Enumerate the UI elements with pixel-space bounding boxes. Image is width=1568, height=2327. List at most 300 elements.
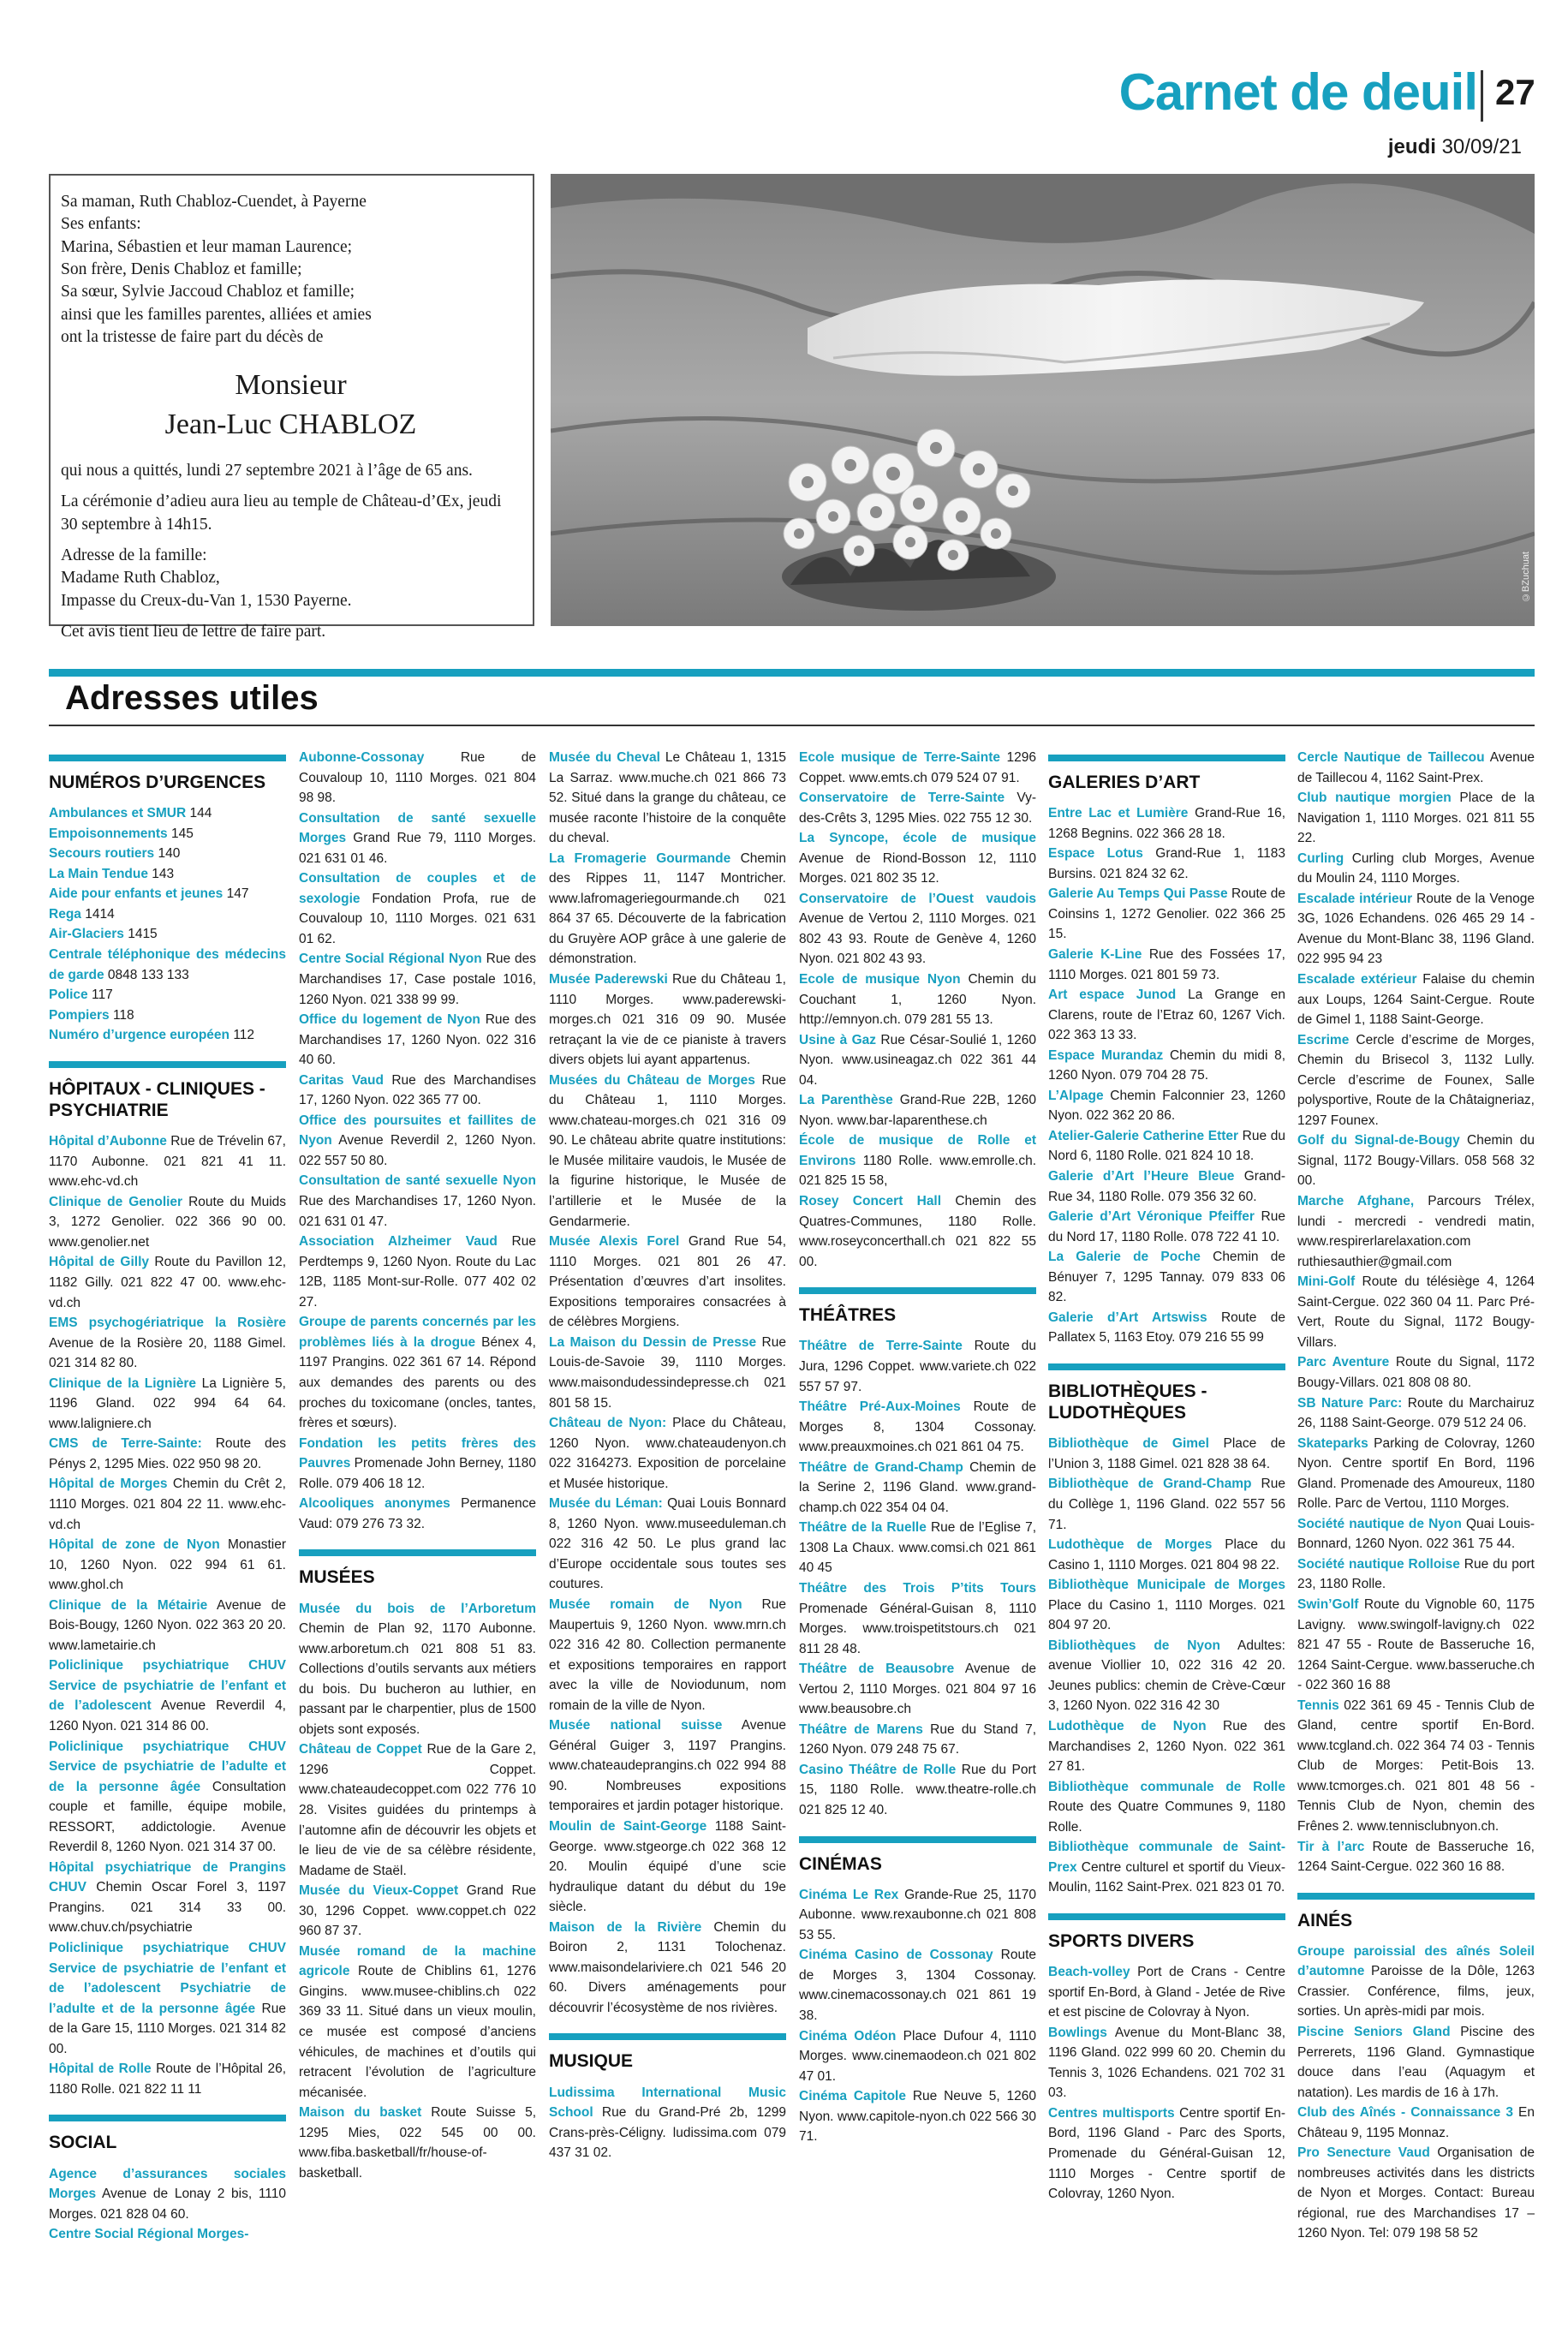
- address-entry: [1297, 1554, 1535, 1595]
- address-entry: [49, 1374, 286, 1435]
- entry-name: La Maison du Dessin de Presse: [549, 1334, 757, 1350]
- entry-details: Route de Morges 3, 1304 Cossonay. www.cinemacossonay.ch 021 861 19 38.: [799, 1948, 1036, 2023]
- address-entry: [1048, 884, 1285, 945]
- entry-name: Musée romand de la machine agricole: [299, 1943, 536, 1979]
- address-entry: [299, 949, 536, 1010]
- entry-details: Rue des Marchandises 17, 1260 Nyon. 021 631 01 47.: [299, 1194, 536, 1229]
- entry-name: Ambulances et SMUR: [49, 806, 187, 821]
- notice-closing: Cet avis tient lieu de lettre de faire part.: [61, 622, 326, 641]
- entry-details: Rue César-Soulié 1, 1260 Nyon. www.usineagaz.ch 022 361 44 04.: [799, 1032, 1036, 1088]
- address-entry: [1048, 1962, 1285, 2023]
- entry-details: Rue de la Gare 15, 1110 Morges. 021 314 82 00.: [49, 2001, 286, 2056]
- entry-name: Théâtre de Beausobre: [799, 1662, 955, 1677]
- address-entry: [49, 1737, 286, 1858]
- entry-details: 1414: [80, 906, 115, 922]
- entry-name: Escrime: [1297, 1032, 1350, 1047]
- entry-details: Fondation Profa, rue de Couvaloup 10, 1110 Morges. 021 631 01 62.: [299, 891, 536, 946]
- entry-name: Maison de la Rivière: [549, 1919, 702, 1935]
- address-entry: [549, 1715, 786, 1817]
- address-entry: [49, 2059, 286, 2099]
- entry-details: Rue de Couvaloup 10, 1110 Morges. 021 804 98 98.: [299, 750, 536, 806]
- entry-details: Avenue de la Rosière 20, 1188 Gimel. 021 314 82 80.: [49, 1335, 286, 1371]
- entry-details: Piscine des Perrerets, 1196 Gland. Gymnastique douce dans l’eau (Aquagym et natation). Les mardis de 16 à 17h.: [1297, 2025, 1535, 2100]
- entry-name: Consultation de santé sexuelle Nyon: [299, 1173, 536, 1189]
- address-entry: [1048, 1575, 1285, 1636]
- entry-details: Rue Louis-de-Savoie 39, 1110 Morges. www.maisondudessindepresse.ch 021 801 58 15.: [549, 1334, 786, 1411]
- entry-name: Bibliothèque communale de Saint-Prex: [1048, 1840, 1285, 1875]
- address-entry: [49, 1474, 286, 1535]
- entry-details: Grand-Rue 16, 1268 Begnins. 022 366 28 18.: [1048, 806, 1285, 841]
- entry-details: Avenue de Vertou 2, 1110 Morges. 021 804 97 16 www.beausobre.ch: [799, 1662, 1036, 1717]
- entry-name: Centre Social Régional Morges-: [49, 2227, 249, 2242]
- entry-details: Consultation couple et famille, équipe mobile, RESSORT, addictologie. Avenue Reverdil 8, 1260 Nyon. 021 314 37 00.: [49, 1779, 286, 1855]
- entry-name: Club des Aînés - Connaissance 3: [1297, 2105, 1513, 2121]
- entry-details: Grand-Rue 34, 1180 Rolle. 079 356 32 60.: [1048, 1169, 1285, 1204]
- entry-name: Marche Afghane,: [1297, 1194, 1415, 1209]
- entry-details: Avenue Général Guiger 3, 1197 Prangins. www.chateaudeprangins.ch 022 994 88 90. Nombreuses expositions temporaires et jardin potager historique.: [549, 1718, 786, 1814]
- entry-details: Avenue du Mont-Blanc 38, 1196 Gland. 022 999 60 20. Chemin du Tennis 3, 1026 Echandens. 021 702 31 03.: [1048, 2025, 1285, 2101]
- entry-details: Chemin du Signal, 1172 Bougy-Villars. 058 568 32 00.: [1297, 1133, 1535, 1189]
- entry-details: Route Suisse 5, 1295 Mies, 022 545 00 00. www.fiba.basketball/fr/house-of-basketball.: [299, 2105, 536, 2181]
- address-entry: [799, 1191, 1036, 1272]
- address-entry: [49, 945, 286, 985]
- entry-details: Route des Quatre Communes 9, 1180 Rolle.: [1048, 1799, 1285, 1835]
- entry-name: La Fromagerie Gourmande: [549, 850, 731, 866]
- entry-name: Art espace Junod: [1048, 987, 1177, 1003]
- address-entry: [549, 1333, 786, 1413]
- entry-name: Groupe de parents concernés par les problèmes liés à la drogue: [299, 1315, 536, 1350]
- entry-details: 143: [147, 866, 175, 881]
- entry-name: La Syncope, école de musique: [799, 831, 1036, 846]
- address-entry: [799, 1131, 1036, 1191]
- address-entry: [1297, 889, 1535, 970]
- entry-details: Chemin des Rippes 11, 1147 Montricher. www.lafromageriegourmande.ch 021 864 37 65. Découverte de la fabrication du Gruyère AOP grâce à une galerie de démonstration.: [549, 850, 786, 967]
- address-entry: [1048, 1636, 1285, 1716]
- entry-name: La Parenthèse: [799, 1093, 893, 1108]
- entry-name: Policlinique psychiatrique CHUV Service de psychiatrie de l’enfant et de l’adolescent Psychiatrie de l’adulte et de la personne âgée: [49, 1941, 286, 2016]
- entry-name: Piscine Seniors Gland: [1297, 2025, 1451, 2039]
- entry-name: Cinéma Le Rex: [799, 1887, 899, 1902]
- entry-details: Chemin du midi 8, 1260 Nyon. 079 704 28 75.: [1048, 1047, 1285, 1083]
- entry-details: 022 361 69 45 - Tennis Club de Gland, centre sportif En-Bord. www.tcgland.ch. 022 364 74 03 - Tennis Club de Morges: Petit-Bois 13. www.tcmorges.ch. 021 801 48 56 - Tennis Club de Nyon, chemin des Frênes 2. www.tennisclubnyon.ch.: [1297, 1698, 1535, 1834]
- entry-details: Route de la Venoge 3G, 1026 Echandens. 026 465 29 14 - Avenue du Mont-Blanc 38, 1196 Gland. 022 995 94 23: [1297, 891, 1535, 967]
- address-entry: [1297, 1393, 1535, 1434]
- entry-name: Bowlings: [1048, 2025, 1107, 2040]
- entry-details: Monastier 10, 1260 Nyon. 022 994 61 61. www.ghol.ch: [49, 1537, 286, 1593]
- entry-name: Conservatoire de Terre-Sainte: [799, 791, 1005, 806]
- deceased-title: Monsieur: [235, 369, 347, 402]
- issue-date: [1388, 135, 1522, 159]
- entry-details: Adultes: avenue Viollier 10, 022 316 42 20. Jeunes publics: chemin de Crève-Cœur 3, 1260 Nyon. 022 316 42 30: [1048, 1638, 1285, 1714]
- entry-name: Moulin de Saint-George: [549, 1818, 707, 1834]
- entry-name: Bibliothèque de Grand-Champ: [1048, 1477, 1252, 1492]
- entry-details: Rue de l’Eglise 7, 1308 La Chaux. www.comsi.ch 021 861 40 45: [799, 1520, 1036, 1576]
- address-entry: [549, 1232, 786, 1333]
- address-entry: [799, 1720, 1036, 1760]
- entry-details: Avenue Reverdil 2, 1260 Nyon. 022 557 50 80.: [299, 1133, 536, 1168]
- entry-details: Route du Muids 3, 1272 Genolier. 022 366 90 00. www.genolier.net: [49, 1194, 286, 1250]
- address-entry: [1297, 1272, 1535, 1352]
- address-entry: [1048, 1837, 1285, 1898]
- entry-details: Grand Rue 79, 1110 Morges. 021 631 01 46.: [299, 831, 536, 866]
- entry-details: Rue des Marchandises 17, 1260 Nyon. 022 365 77 00.: [299, 1072, 536, 1108]
- address-entry: [49, 1313, 286, 1374]
- entry-details: Rue du Stand 7, 1260 Nyon. 079 248 75 67.: [799, 1721, 1036, 1757]
- address-entry: [299, 748, 536, 808]
- entry-name: L’Alpage: [1048, 1088, 1104, 1103]
- address-entry: [549, 2083, 786, 2163]
- entry-name: SB Nature Parc:: [1297, 1395, 1403, 1411]
- address-entry: [299, 1739, 536, 1881]
- entry-name: Caritas Vaud: [299, 1072, 384, 1088]
- page-number: 27: [1495, 72, 1535, 112]
- address-entry: [299, 1434, 536, 1495]
- address-entry: [1048, 803, 1285, 844]
- address-entry: [299, 1881, 536, 1942]
- address-entry: [1048, 1535, 1285, 1575]
- entry-name: Casino Théâtre de Rolle: [799, 1762, 957, 1777]
- address-entry: [799, 1336, 1036, 1397]
- address-entry: [1048, 1207, 1285, 1247]
- entry-details: Route de Chiblins 61, 1276 Gingins. www.musee-chiblins.ch 022 369 33 11. Situé dans un vieux moulin, ce musée est composé d’anciens véhicules, de machines et d’outils qui retracent l’évolution de l’agriculture mécanisée.: [299, 1964, 536, 2100]
- address-entry: [799, 970, 1036, 1030]
- entry-name: Parc Aventure: [1297, 1355, 1390, 1370]
- address-entry: [799, 889, 1036, 970]
- address-entry: [799, 1945, 1036, 2026]
- entry-details: Parcours Trélex, lundi - mercredi - vendredi matin, www.respirerlarelaxation.com ruthiesauthier@gmail.com: [1297, 1194, 1535, 1269]
- entry-name: Police: [49, 987, 88, 1003]
- entry-name: Musée romain de Nyon: [549, 1596, 742, 1612]
- notice-line: Son frère, Denis Chabloz et famille;: [61, 260, 302, 278]
- entry-name: Policlinique psychiatrique CHUV Service de psychiatrie de l’enfant et de l’adolescent: [49, 1658, 286, 1714]
- entry-name: CMS de Terre-Sainte:: [49, 1436, 202, 1452]
- entry-details: Place Dufour 4, 1110 Morges. www.cinemaodeon.ch 021 802 47 01.: [799, 2028, 1036, 2084]
- entry-name: Musée du Vieux-Coppet: [299, 1883, 459, 1899]
- address-entry: [1297, 1030, 1535, 1131]
- entry-details: Place de l’Union 3, 1188 Gimel. 021 828 38 64.: [1048, 1436, 1285, 1471]
- entry-name: Théâtre Pré-Aux-Moines: [799, 1399, 961, 1415]
- address-entry: [49, 924, 286, 945]
- entry-name: Policlinique psychiatrique CHUV Service de psychiatrie de l’adulte et de la personne âgée: [49, 1739, 286, 1794]
- entry-details: Rue de Trévelin 67, 1170 Aubonne. 021 821 41 11. www.ehc-vd.ch: [49, 1134, 286, 1190]
- entry-details: Rue de la Gare 2, 1296 Coppet. www.chateaudecoppet.com 022 776 10 28. Visites guidées du printemps à l’automne afin de découvrir les objets et le lieu de vie de sa célèbre résidente, Madame de Staël.: [299, 1742, 536, 1878]
- address-entry: [49, 1858, 286, 1938]
- page-header-title: Carnet de deuil: [1118, 63, 1477, 121]
- column-1: [49, 748, 286, 2311]
- address-entry: [549, 1918, 786, 2019]
- address-entry: [1297, 1352, 1535, 1393]
- entry-name: Ecole musique de Terre-Sainte: [799, 750, 1000, 765]
- entry-details: Quai Louis Bonnard 8, 1260 Nyon. www.museeduleman.ch 022 316 42 50. Le plus grand lac d’Europe occidentale sous toutes ses coutures.: [549, 1496, 786, 1592]
- entry-name: Maison du basket: [299, 2105, 422, 2121]
- entry-details: Rue Perdtemps 9, 1260 Nyon. Route du Lac 12B, 1185 Mont-sur-Rolle. 077 402 02 27.: [299, 1234, 536, 1310]
- entry-name: La Galerie de Poche: [1048, 1250, 1201, 1265]
- entry-name: Musée du Léman:: [549, 1496, 663, 1512]
- entry-details: Port de Crans - Centre sportif En-Bord, à Gland - Jetée de Rive et est piscine de Colovray à Nyon.: [1048, 1965, 1285, 2020]
- notice-line: Sa maman, Ruth Chabloz-Cuendet, à Payerne: [61, 193, 367, 211]
- address-entry: [799, 1659, 1036, 1720]
- address-entry: [49, 864, 286, 885]
- entry-details: La Lignière 5, 1196 Gland. 022 994 64 64. www.laligniere.ch: [49, 1375, 286, 1431]
- address-entry: [1297, 1131, 1535, 1191]
- death-notice: [49, 174, 534, 641]
- address-entry: [549, 970, 786, 1071]
- entry-name: Golf du Signal-de-Bougy: [1297, 1133, 1460, 1149]
- entry-details: Rue du Port 15, 1180 Rolle. www.theatre-rolle.ch 021 825 12 40.: [799, 1762, 1036, 1817]
- entry-name: Théâtre de la Ruelle: [799, 1520, 927, 1536]
- entry-name: Hôpital de zone de Nyon: [49, 1537, 220, 1553]
- entry-name: Usine à Gaz: [799, 1032, 877, 1047]
- column-2: [299, 748, 536, 2311]
- entry-details: La Grange en Clarens, route de l’Etraz 60, 1267 Vich. 022 363 13 33.: [1048, 987, 1285, 1043]
- entry-details: Avenue de Riond-Bosson 12, 1110 Morges. 021 802 35 12.: [799, 850, 1036, 886]
- entry-name: Ludissima International Music School: [549, 2085, 786, 2121]
- address-entry: [299, 1312, 536, 1433]
- address-entry: [49, 1434, 286, 1474]
- entry-name: Clinique de la Lignière: [49, 1375, 197, 1391]
- entry-details: Promenade Général-Guisan 8, 1110 Morges. www.troispetitstours.ch 021 811 28 48.: [799, 1601, 1036, 1656]
- entry-name: Consultation de couples et de sexologie: [299, 871, 536, 906]
- address-entry: [49, 904, 286, 925]
- entry-name: Musée Alexis Forel: [549, 1234, 680, 1250]
- entry-details: Chemin du Couchant 1, 1260 Nyon. http://emnyon.ch. 079 281 55 13.: [799, 972, 1036, 1028]
- entry-details: Route du Vignoble 60, 1175 Lavigny. www.swingolf-lavigny.ch 022 821 47 55 - Route de Basseruche 16, 1264 Saint-Cergue. www.basseruche.ch - 022 360 16 88: [1297, 1596, 1535, 1693]
- entry-details: Promenade John Berney, 1180 Rolle. 079 406 18 12.: [299, 1456, 536, 1491]
- address-entry: [299, 1494, 536, 1534]
- entry-details: Grand-Rue 1, 1183 Bursins. 021 824 32 62.: [1048, 846, 1285, 881]
- entry-details: Grand Rue 54, 1110 Morges. 021 801 26 47. Présentation d’œuvres d’art insolites. Expositions temporaires consacrées à de célèbres Morgiens.: [549, 1234, 786, 1330]
- entry-details: Rue du Collège 1, 1196 Gland. 022 557 56 71.: [1048, 1477, 1285, 1532]
- entry-name: Musées du Château de Morges: [549, 1072, 755, 1088]
- address-entry: [49, 824, 286, 844]
- address-entry: [299, 1071, 536, 1111]
- entry-details: Place de la Navigation 1, 1110 Morges. 021 811 55 22.: [1297, 791, 1535, 846]
- entry-details: Paroisse de la Dôle, 1263 Crassier. Conférence, films, jeux, sorties. Un après-midi par mois.: [1297, 1964, 1535, 2020]
- entry-name: Empoisonnements: [49, 826, 168, 841]
- address-entry: [549, 1595, 786, 1715]
- entry-name: Ludothèque de Morges: [1048, 1537, 1213, 1553]
- address-entry: [299, 1232, 536, 1312]
- entry-name: Galerie d’Art Artswiss: [1048, 1310, 1207, 1325]
- entry-name: Secours routiers: [49, 846, 155, 862]
- notice-line: ont la tristesse de faire part du décès de: [61, 327, 324, 346]
- section-heading: HÔPITAUX - CLINIQUES - PSYCHIATRIE: [49, 1061, 286, 1121]
- entry-name: Ecole de musique Nyon: [799, 972, 961, 987]
- entry-details: Chemin du Crêt 2, 1110 Morges. 021 804 22 11. www.ehc-vd.ch: [49, 1477, 286, 1532]
- address-entry: [549, 1494, 786, 1595]
- address-entry: [49, 2164, 286, 2225]
- address-entry: [1297, 2022, 1535, 2103]
- entry-name: Théâtre de Grand-Champ: [799, 1459, 963, 1475]
- address-entry: [1048, 1308, 1285, 1348]
- address-entry: [49, 884, 286, 904]
- entry-details: 0848 133 133: [104, 967, 189, 982]
- address-entry: [549, 849, 786, 970]
- address-entry: [49, 1252, 286, 1313]
- address-entry: [799, 1885, 1036, 1946]
- address-entry: [49, 1596, 286, 1656]
- entry-details: 144: [186, 806, 212, 821]
- address-entry: [1048, 2023, 1285, 2103]
- address-entry: [1297, 1434, 1535, 1514]
- section-heading: AINÉS: [1297, 1893, 1535, 1931]
- entry-name: Cinéma Capitole: [799, 2089, 906, 2104]
- entry-details: 147: [223, 886, 249, 902]
- entry-name: Galerie Au Temps Qui Passe: [1048, 886, 1228, 902]
- entry-details: Rue Neuve 5, 1260 Nyon. www.capitole-nyon.ch 022 566 30 71.: [799, 2089, 1036, 2145]
- address-entry: [1297, 1837, 1535, 1877]
- entry-name: Aide pour enfants et jeunes: [49, 886, 224, 902]
- notice-address-line: Impasse du Creux-du-Van 1, 1530 Payerne.: [61, 591, 352, 610]
- entry-name: Galerie K-Line: [1048, 947, 1142, 963]
- address-entry: [49, 803, 286, 824]
- entry-name: Clinique de la Métairie: [49, 1597, 208, 1613]
- entry-details: Cercle d’escrime de Morges, Chemin du Brisecol 3, 1132 Lully. Cercle d’escrime de Founex, Salle polysportive, Route de la Châtaigneriaz, 1297 Founex.: [1297, 1032, 1535, 1128]
- notice-address-line: Adresse de la famille:: [61, 546, 207, 564]
- entry-name: Alcooliques anonymes: [299, 1496, 450, 1512]
- entry-name: Bibliothèque communale de Rolle: [1048, 1779, 1285, 1794]
- entry-name: Air-Glaciers: [49, 927, 124, 942]
- notice-line: ainsi que les familles parentes, alliées et amies: [61, 305, 372, 324]
- entry-name: Groupe paroissial des aînés Soleil d’automne: [1297, 1943, 1535, 1979]
- entry-name: Beach-volley: [1048, 1965, 1130, 1980]
- entry-details: Chemin du Boiron 2, 1131 Tolochenaz. www.maisondelariviere.ch 021 546 20 60. Divers aménagements pour découvrir l’écosystème de nos rivières.: [549, 1919, 786, 2015]
- entry-details: 1180 Rolle. www.emrolle.ch. 021 825 15 58,: [799, 1153, 1036, 1189]
- entry-details: Grand Rue 30, 1296 Coppet. www.coppet.ch 022 960 87 37.: [299, 1883, 536, 1939]
- entry-name: Club nautique morgien: [1297, 791, 1452, 806]
- entry-details: Centre sportif En-Bord, 1196 Gland - Parc des Sports, Promenade du Général-Guisan 12, 1110 Morges - Centre sportif de Colovray, 1260 Nyon.: [1048, 2105, 1285, 2202]
- entry-name: Hôpital de Gilly: [49, 1255, 149, 1270]
- entry-details: Avenue de Vertou 2, 1110 Morges. 021 802 43 93. Route de Genève 4, 1260 Nyon. 021 802 43 93.: [799, 911, 1036, 967]
- section-heading: BIBLIOTHÈQUES - LUDOTHÈQUES: [1048, 1363, 1285, 1423]
- address-entry: [1297, 2103, 1535, 2143]
- entry-name: Château de Nyon:: [549, 1416, 667, 1431]
- entry-details: Permanence Vaud: 079 276 73 32.: [299, 1496, 536, 1531]
- address-entry: [1297, 788, 1535, 849]
- address-entry: [799, 1458, 1036, 1519]
- entry-name: Théâtre de Marens: [799, 1721, 923, 1737]
- entry-details: Route du Jura, 1296 Coppet. www.variete.ch 022 557 57 97.: [799, 1339, 1036, 1394]
- header-separator: [1481, 70, 1483, 122]
- address-entry: [1048, 844, 1285, 884]
- entry-details: Chemin des Quatres-Communes, 1180 Rolle. www.roseyconcerthall.ch 021 822 55 00.: [799, 1194, 1036, 1269]
- entry-name: Théâtre de Terre-Sainte: [799, 1339, 963, 1354]
- entry-name: Atelier-Galerie Catherine Etter: [1048, 1128, 1239, 1143]
- address-entry: [799, 2026, 1036, 2087]
- address-entry: [799, 1578, 1036, 1659]
- entry-details: 1415: [123, 927, 158, 942]
- entry-details: Place du Château, 1260 Nyon. www.chateaudenyon.ch 022 3164273. Exposition de porcelaine et Musée historique.: [549, 1416, 786, 1491]
- entry-name: Tir à l’arc: [1297, 1839, 1365, 1854]
- entry-details: Chemin de la Serine 2, 1196 Gland. www.grand-champ.ch 022 354 04 04.: [799, 1459, 1036, 1515]
- address-entry: [1048, 1086, 1285, 1126]
- address-entry: [49, 985, 286, 1005]
- entry-name: Fondation les petits frères des Pauvres: [299, 1435, 536, 1471]
- entry-details: Rue des Fossées 17, 1110 Morges. 021 801 59 73.: [1048, 947, 1285, 982]
- address-entry: [799, 828, 1036, 889]
- entry-name: Rega: [49, 906, 81, 922]
- entry-details: Centre culturel et sportif du Vieux-Moulin, 1162 Saint-Prex. 021 823 01 70.: [1048, 1859, 1285, 1895]
- entry-details: En Château 9, 1195 Monnaz.: [1297, 2105, 1535, 2140]
- section-heading: GALERIES D’ART: [1048, 755, 1285, 793]
- entry-name: Swin’Golf: [1297, 1596, 1359, 1612]
- entry-details: Route de Pallatex 5, 1163 Etoy. 079 216 55 99: [1048, 1310, 1285, 1345]
- entry-details: Route des Pénys 2, 1295 Mies. 022 950 98 20.: [49, 1436, 286, 1471]
- address-entry: [49, 1005, 286, 1026]
- entry-details: Route de l’Hôpital 26, 1180 Rolle. 021 822 11 11: [49, 2061, 286, 2097]
- entry-details: 1296 Coppet. www.emts.ch 079 524 07 91.: [799, 750, 1036, 785]
- notice-ceremony: La cérémonie d’adieu aura lieu au temple de Château-d’Œx, jeudi 30 septembre à 14h15.: [61, 492, 502, 534]
- entry-details: Rue du Château 1, 1110 Morges. www.chateau-morges.ch 021 316 09 90. Le château abrite quatre institutions: le Musée militaire vaudois, le Musée de la figurine historique, le Musée de l’artillerie et le Musée de la Gendarmerie.: [549, 1072, 786, 1229]
- notice-line: Ses enfants:: [61, 215, 141, 234]
- address-entry: [799, 1090, 1036, 1131]
- deceased-name: [61, 366, 521, 445]
- entry-details: Organisation de nombreuses activités dans les districts de Nyon et Morges. Contact: Bureau régional, rue des Marchandises 17 – 1260 Nyon. Tel: 079 198 58 52: [1297, 2145, 1535, 2241]
- entry-name: Hôpital de Morges: [49, 1477, 168, 1492]
- section-heading: SOCIAL: [49, 2115, 286, 2153]
- entry-details: Route de Basseruche 16, 1264 Saint-Cergue. 022 360 16 88.: [1297, 1839, 1535, 1875]
- entry-name: Mini-Golf: [1297, 1274, 1356, 1290]
- address-entry: [1048, 985, 1285, 1046]
- notice-passed: qui nous a quittés, lundi 27 septembre 2021 à l’âge de 65 ans.: [61, 461, 473, 480]
- address-entry: [1297, 970, 1535, 1030]
- address-entry: [49, 1192, 286, 1253]
- entry-name: Office des poursuites et faillites de Nyon: [299, 1113, 536, 1149]
- address-entry: [799, 748, 1036, 788]
- address-entry: [299, 1010, 536, 1071]
- entry-name: Centre Social Régional Nyon: [299, 952, 482, 967]
- address-entry: [1048, 1166, 1285, 1207]
- entry-name: Consultation de santé sexuelle Morges: [299, 810, 536, 846]
- entry-name: Office du logement de Nyon: [299, 1012, 480, 1028]
- entry-name: Centrale téléphonique des médecins de garde: [49, 947, 286, 982]
- address-entry: [299, 1942, 536, 2103]
- section-heading: MUSIQUE: [549, 2033, 786, 2072]
- address-entry: [799, 1760, 1036, 1821]
- entry-name: Association Alzheimer Vaud: [299, 1234, 498, 1250]
- entry-name: Musée du Cheval: [549, 750, 660, 765]
- address-entry: [1297, 2143, 1535, 2244]
- section-heading: SPORTS DIVERS: [1048, 1913, 1285, 1952]
- column-4: [799, 748, 1036, 2311]
- entry-name: Musée national suisse: [549, 1718, 723, 1733]
- photo-credit: ©BZuchuat: [1521, 551, 1531, 602]
- entry-name: Musée du bois de l’Arboretum: [299, 1601, 536, 1616]
- entry-name: Bibliothèque Municipale de Morges: [1048, 1578, 1285, 1593]
- entry-details: Avenue de Taillecou 4, 1162 Saint-Prex.: [1297, 750, 1535, 785]
- adresses-title: Adresses utiles: [65, 679, 319, 717]
- address-entry: [49, 1656, 286, 1736]
- notice-address-line: Madame Ruth Chabloz,: [61, 569, 220, 588]
- address-entry: [799, 788, 1036, 828]
- entry-details: Route du Signal, 1172 Bougy-Villars. 021 808 08 80.: [1297, 1355, 1535, 1390]
- entry-name: Pro Senecture Vaud: [1297, 2145, 1430, 2161]
- entry-details: Rue du Grand-Pré 2b, 1299 Crans-près-Céligny. ludissima.com 079 437 31 02.: [549, 2105, 786, 2161]
- notice-line: Marina, Sébastien et leur maman Laurence;: [61, 237, 353, 256]
- address-entry: [799, 2086, 1036, 2147]
- entry-name: Société nautique de Nyon: [1297, 1516, 1462, 1531]
- entry-details: Curling club Morges, Avenue du Moulin 24, 1110 Morges.: [1297, 850, 1535, 886]
- section-heading: MUSÉES: [299, 1549, 536, 1588]
- address-entry: [1297, 748, 1535, 788]
- address-entry: [799, 1518, 1036, 1578]
- entry-details: Parking de Colovray, 1260 Nyon. Centre sportif En Bord, 1196 Gland. Promenade des Amoureux, 1180 Rolle. Parc de Vertou, 1110 Morges.: [1297, 1435, 1535, 1512]
- deceased-fullname: Jean-Luc CHABLOZ: [164, 409, 417, 441]
- entry-details: 145: [167, 826, 194, 841]
- entry-name: Théâtre des Trois P’tits Tours: [799, 1580, 1036, 1596]
- section-heading: CINÉMAS: [799, 1836, 1036, 1875]
- address-entry: [1048, 1434, 1285, 1474]
